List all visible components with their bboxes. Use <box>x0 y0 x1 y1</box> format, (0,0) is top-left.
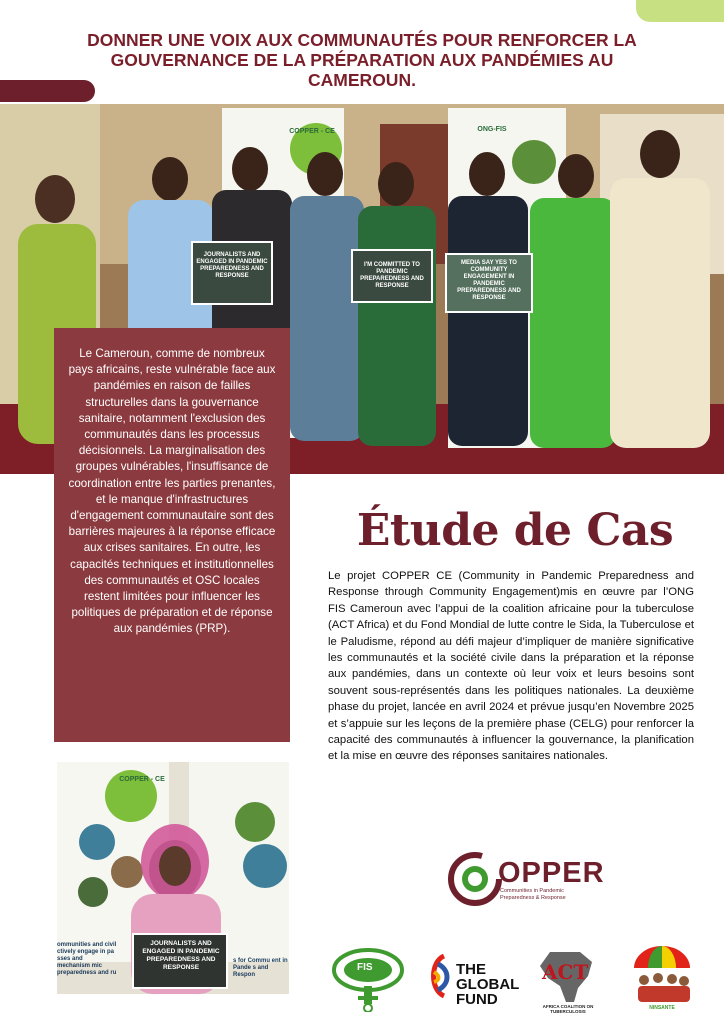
partner-logos <box>330 942 700 1014</box>
copper-c-icon <box>448 852 502 906</box>
copper-word: OPPER <box>498 857 605 889</box>
photo-banner-label-2: ONG-FIS <box>477 126 507 133</box>
act-africa-logo <box>530 948 606 1012</box>
photo-sign-3: MEDIA SAY YES TO COMMUNITY ENGAGEMENT IN PANDEMIC PREPAREDNESS AND RESPONSE <box>457 260 521 301</box>
umbrella-people-icon <box>630 942 694 1006</box>
global-fund-logo <box>426 952 520 1008</box>
headline-line-2: GOUVERNANCE DE LA PRÉPARATION AUX PANDÉMIES AU <box>110 50 614 70</box>
context-text: Le Cameroun, comme de nombreux pays africains, reste vulnérable face aux pandémies en raison de failles structurelles dans la gouvernance sanitaire, notamment l'exclusion des communautés dans les processus décisionnels. La marginalisation des groupes vulnérables, l'insuffisance de coordination entre les parties prenantes, et le manque d'infrastructures d'engagement communautaire sont des barrières majeures à la réponse efficace aux crises sanitaires. En outre, les capacités techniques et institutionnelles des communautés et OSC locales restent limitées pour influencer les politiques de préparation et de réponse aux pandémies (PRP). <box>68 347 276 636</box>
ninsante-logo <box>630 942 694 1014</box>
fis-label: FIS <box>357 962 373 973</box>
context-box <box>54 328 290 742</box>
case-study-body: Le projet COPPER CE (Community in Pandemic Preparedness and Response through Community Engagement)mis en œuvre par l’ONG FIS Cameroun avec l’appui de la coalition africaine pour la tuberculose (ACT Africa) et du Fond Mondial de lutte contre le Sida, la Tuberculose et le Paludisme, répond au défi majeur d’impliquer de manière significative les communautés et la société civile dans la préparation et la réponse aux pandémies, dans un contexte où leur voix et leurs besoins sont souvent sous-représentés dans les politiques nationales. La deuxième phase du projet, lancée en avril 2024 et prévue jusqu’en Novembre 2025 et s’appuie sur les leçons de la première phase (CELG) pour renforcer la capacité des communautés à influencer la gouvernance, la planification et la mise en œuvre des réponses sanitaires nationales. <box>328 570 694 763</box>
act-name: ACT <box>542 960 589 984</box>
copper-logo <box>448 852 618 906</box>
speaker-banner-label: COPPER - CE <box>119 776 165 783</box>
left-decor-tab <box>0 80 95 102</box>
act-subtitle: AFRICA COALITION ON TUBERCULOSIS <box>542 1004 594 1014</box>
copper-tagline-1: Communities in Pandemic <box>500 888 564 894</box>
headline-line-3: CAMEROUN. <box>308 70 416 90</box>
ninsante-label: NINSANTE <box>649 1005 675 1011</box>
speaker-poster-left: ommunities and civil ctively engage in pa sses and mechanism mic preparedness and ru <box>57 942 117 976</box>
photo-banner-label-1: COPPER - CE <box>289 128 335 135</box>
speaker-poster-right: s for Commu ent in Pande s and Respon <box>233 958 288 978</box>
global-fund-line-3: FUND <box>456 991 498 1008</box>
global-fund-text <box>456 962 519 1007</box>
fis-emblem-icon <box>330 946 406 1012</box>
photo-sign-1: JOURNALISTS AND ENGAGED IN PANDEMIC PREPAREDNESS AND RESPONSE <box>196 252 268 279</box>
speaker-photo <box>57 762 289 994</box>
top-corner-tab <box>636 0 724 22</box>
headline-line-1: DONNER UNE VOIX AUX COMMUNAUTÉS POUR RENFORCER LA <box>87 30 637 50</box>
case-study-title: Étude de Cas <box>356 505 674 556</box>
global-fund-line-2: GLOBAL <box>456 976 520 993</box>
fis-logo <box>330 946 406 1012</box>
speaker-photo-sign: JOURNALISTS AND ENGAGED IN PANDEMIC PREPAREDNESS AND RESPONSE <box>142 940 220 971</box>
copper-tagline <box>500 888 566 901</box>
global-fund-line-1: THE <box>456 961 486 978</box>
photo-sign-2: I'M COMMITTED TO PANDEMIC PREPAREDNESS AND RESPONSE <box>360 262 424 289</box>
global-fund-swirl-icon <box>426 952 452 1000</box>
page-headline <box>40 30 684 90</box>
copper-tagline-2: Preparedness & Response <box>500 894 566 901</box>
